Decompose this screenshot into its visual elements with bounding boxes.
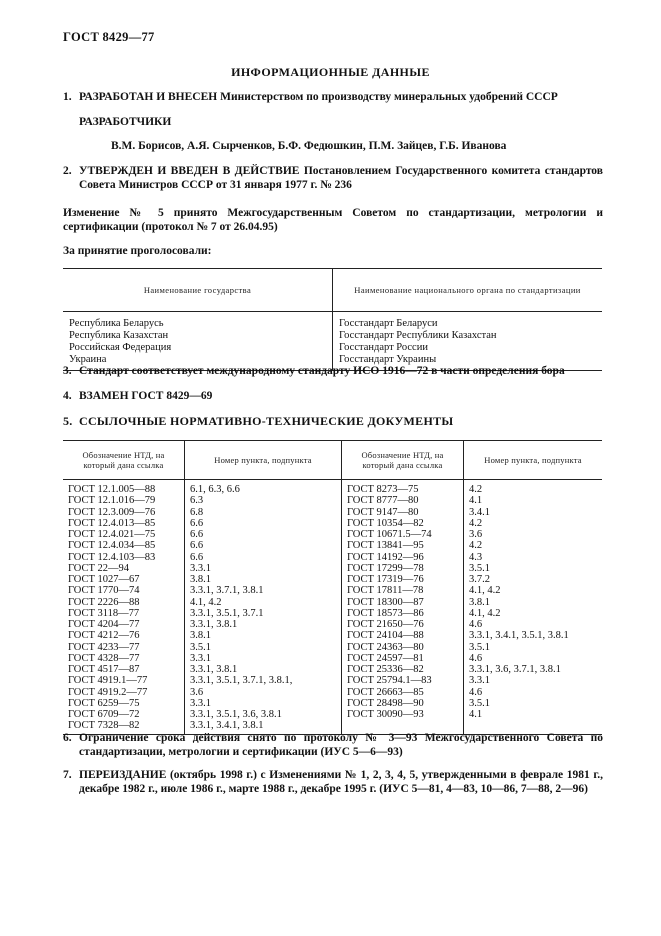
ref-item-numbers: 3.7.2 (469, 574, 490, 585)
ref-header-doc-right: Обозначение НТД, на который дана ссылка (342, 441, 464, 480)
state-name: Украина (69, 354, 107, 365)
change-note: Изменение № 5 принято Межгосударственным Советом по стандартизации, метрологии и сертификации (протокол № 7 от 26.04.95) (63, 207, 603, 233)
ref-doc-code: ГОСТ 4328—77 (68, 652, 140, 664)
ref-doc-code: ГОСТ 4919.1—77 (68, 675, 148, 687)
ref-item-numbers: 3.6 (190, 686, 204, 698)
standards-body-name: Госстандарт России (339, 342, 428, 353)
ref-doc-code: ГОСТ 18573—86 (347, 607, 424, 619)
ref-left-docs (63, 480, 185, 735)
ref-doc-code: ГОСТ 12.1.016—79 (68, 495, 156, 507)
ref-doc-code: ГОСТ 24363—80 (347, 641, 424, 653)
item-2-text: УТВЕРЖДЕН И ВВЕДЕН В ДЕЙСТВИЕ Постановлением Государственного комитета стандартов Совета Министров СССР от 31 января 1977 г. № 236 (79, 165, 603, 191)
item-4-text: ВЗАМЕН ГОСТ 8429—69 (79, 390, 213, 402)
item-3 (63, 364, 603, 378)
ref-doc-code: ГОСТ 12.4.034—85 (68, 540, 156, 552)
item-2-number: 2. (63, 165, 72, 177)
ref-item-numbers: 3.3.1, 3.5.1, 3.7.1 (190, 607, 264, 619)
ref-doc-code: ГОСТ 14192—96 (347, 551, 424, 563)
ref-item-numbers: 4.2 (469, 484, 483, 495)
ref-doc-code: ГОСТ 24597—81 (347, 652, 424, 664)
ref-doc-code: ГОСТ 17319—76 (347, 574, 424, 585)
ref-doc-code: ГОСТ 9147—80 (347, 506, 419, 518)
ref-doc-code: ГОСТ 21650—76 (347, 619, 424, 630)
ref-item-numbers: 3.8.1 (469, 596, 490, 608)
ref-item-numbers: 3.3.1, 3.8.1 (190, 619, 238, 630)
item-7 (63, 768, 603, 796)
ref-doc-code: ГОСТ 10671.5—74 (347, 529, 432, 540)
state-name: Республика Беларусь (69, 318, 164, 329)
developers-list: В.М. Борисов, А.Я. Сырченков, Б.Ф. Федюшкин, П.М. Зайцев, Г.Б. Иванова (111, 140, 507, 152)
ref-doc-code: ГОСТ 28498—90 (347, 697, 424, 709)
item-1-text: РАЗРАБОТАН И ВНЕСЕН Министерством по производству минеральных удобрений СССР (79, 91, 558, 103)
ref-doc-code: ГОСТ 25794.1—83 (347, 675, 432, 687)
ref-doc-code: ГОСТ 4212—76 (68, 630, 140, 642)
ref-doc-code: ГОСТ 2226—88 (68, 596, 140, 608)
ref-header-item-right: Номер пункта, подпункта (464, 441, 603, 480)
state-name: Республика Казахстан (69, 330, 169, 341)
ref-right-items (464, 480, 603, 735)
ref-doc-code: ГОСТ 12.4.103—83 (68, 551, 156, 563)
ref-doc-code: ГОСТ 30090—93 (347, 709, 424, 720)
ref-doc-code: ГОСТ 3118—77 (68, 607, 140, 619)
ref-item-numbers: 4.6 (469, 652, 483, 664)
ref-doc-code: ГОСТ 12.4.021—75 (68, 529, 156, 540)
ref-doc-code: ГОСТ 25336—82 (347, 664, 424, 675)
ref-item-numbers: 4.6 (469, 619, 483, 630)
ref-item-numbers: 4.3 (469, 551, 483, 563)
ref-item-numbers: 3.3.1 (190, 697, 211, 709)
item-6-text: Ограничение срока действия снято по протоколу № 3—93 Межгосударственного Совета по стандартизации, метрологии и сертификации (ИУС 5—6—93) (79, 732, 603, 758)
ref-doc-code: ГОСТ 17811—78 (347, 585, 424, 597)
ref-doc-code: ГОСТ 24104—88 (347, 630, 424, 642)
ref-doc-code: ГОСТ 26663—85 (347, 686, 424, 698)
ref-doc-code: ГОСТ 12.4.013—85 (68, 517, 156, 529)
item-7-number: 7. (63, 769, 72, 781)
ref-item-numbers: 6.6 (190, 517, 204, 529)
ref-doc-code: ГОСТ 13841—95 (347, 540, 424, 552)
item-6 (63, 731, 603, 759)
ref-doc-code: ГОСТ 4919.2—77 (68, 686, 148, 698)
vote-label: За принятие проголосовали: (63, 245, 212, 257)
ref-doc-code: ГОСТ 1027—67 (68, 574, 140, 585)
ref-item-numbers: 3.3.1 (190, 562, 211, 574)
ref-item-numbers: 3.5.1 (469, 697, 490, 709)
ref-doc-code: ГОСТ 4233—77 (68, 641, 140, 653)
item-2 (63, 164, 603, 192)
ref-item-numbers: 6.6 (190, 551, 204, 563)
ref-header-doc-left: Обозначение НТД, на который дана ссылка (63, 441, 185, 480)
ref-item-numbers: 3.6 (469, 529, 483, 540)
ref-item-numbers: 4.6 (469, 686, 483, 698)
page-title: ИНФОРМАЦИОННЫЕ ДАННЫЕ (231, 65, 430, 79)
ref-item-numbers: 3.3.1, 3.6, 3.7.1, 3.8.1 (469, 664, 561, 675)
vote-table (63, 268, 602, 371)
ref-doc-code: ГОСТ 4517—87 (68, 664, 140, 675)
references-table (63, 440, 602, 735)
item-3-text: Стандарт соответствует международному стандарту ИСО 1916—72 в части определения бора (79, 365, 565, 377)
ref-item-numbers: 3.8.1 (190, 574, 211, 585)
ref-doc-code: ГОСТ 8777—80 (347, 495, 419, 507)
ref-item-numbers: 3.5.1 (469, 562, 490, 574)
developers-label: РАЗРАБОТЧИКИ (79, 116, 172, 128)
ref-right-docs (342, 480, 464, 735)
state-name: Российская Федерация (69, 342, 172, 353)
ref-header-item-left: Номер пункта, подпункта (185, 441, 342, 480)
item-5-number: 5. (63, 414, 73, 428)
ref-item-numbers: 4.1, 4.2 (190, 596, 222, 608)
ref-item-numbers: 3.3.1, 3.5.1, 3.7.1, 3.8.1, (190, 675, 293, 687)
ref-item-numbers: 3.5.1 (190, 641, 211, 653)
ref-doc-code: ГОСТ 6709—72 (68, 709, 140, 720)
ref-item-numbers: 6.3 (190, 495, 204, 507)
ref-doc-code: ГОСТ 12.1.005—88 (68, 484, 156, 495)
ref-left-items (185, 480, 342, 735)
ref-doc-code: ГОСТ 6259—75 (68, 697, 140, 709)
ref-item-numbers: 3.4.1 (469, 506, 490, 518)
item-4 (63, 389, 603, 403)
ref-item-numbers: 3.3.1 (190, 652, 211, 664)
item-3-number: 3. (63, 365, 72, 377)
ref-item-numbers: 6.6 (190, 529, 204, 540)
item-4-number: 4. (63, 390, 72, 402)
ref-doc-code: ГОСТ 18300—87 (347, 596, 424, 608)
ref-doc-code: ГОСТ 1770—74 (68, 585, 140, 597)
ref-item-numbers: 3.5.1 (469, 641, 490, 653)
item-6-number: 6. (63, 732, 72, 744)
standards-body-name: Госстандарт Республики Казахстан (339, 330, 497, 341)
ref-doc-code: ГОСТ 12.3.009—76 (68, 506, 156, 518)
standard-code: ГОСТ 8429—77 (63, 30, 155, 44)
vote-table-header-body: Наименование национального органа по стандартизации (333, 269, 603, 312)
ref-item-numbers: 4.1, 4.2 (469, 607, 501, 619)
ref-item-numbers: 3.3.1, 3.4.1, 3.5.1, 3.8.1 (469, 630, 569, 642)
item-1-number: 1. (63, 91, 72, 103)
ref-doc-code: ГОСТ 17299—78 (347, 562, 424, 574)
vote-table-bodies (333, 312, 603, 371)
item-5 (63, 414, 603, 428)
ref-item-numbers: 4.1 (469, 495, 483, 507)
vote-table-header-state: Наименование государства (63, 269, 333, 312)
ref-item-numbers: 3.3.1, 3.4.1, 3.8.1 (190, 720, 264, 732)
ref-item-numbers: 6.1, 6.3, 6.6 (190, 484, 240, 495)
ref-item-numbers: 3.3.1, 3.7.1, 3.8.1 (190, 585, 264, 597)
ref-item-numbers: 4.2 (469, 540, 483, 552)
ref-doc-code: ГОСТ 22—94 (68, 562, 130, 574)
ref-item-numbers: 4.1 (469, 709, 483, 720)
item-7-text: ПЕРЕИЗДАНИЕ (октябрь 1998 г.) с Изменениями № 1, 2, 3, 4, 5, утвержденными в феврале 1981 г., декабре 1982 г., июле 1986 г., марте 1988 г., декабре 1995 г. (ИУС 5—81, 4—83, 10—86, 7—88, 2—96) (79, 769, 603, 795)
item-1 (63, 90, 603, 104)
ref-item-numbers: 3.3.1 (469, 675, 490, 687)
ref-item-numbers: 6.6 (190, 540, 204, 552)
standards-body-name: Госстандарт Беларуси (339, 318, 438, 329)
ref-doc-code: ГОСТ 4204—77 (68, 619, 140, 630)
ref-item-numbers: 4.1, 4.2 (469, 585, 501, 597)
item-5-text: ССЫЛОЧНЫЕ НОРМАТИВНО-ТЕХНИЧЕСКИЕ ДОКУМЕНТЫ (79, 414, 454, 428)
ref-item-numbers: 3.3.1, 3.8.1 (190, 664, 238, 675)
ref-item-numbers: 3.3.1, 3.5.1, 3.6, 3.8.1 (190, 709, 282, 720)
ref-doc-code: ГОСТ 10354—82 (347, 517, 424, 529)
ref-item-numbers: 3.8.1 (190, 630, 211, 642)
ref-doc-code: ГОСТ 8273—75 (347, 484, 419, 495)
ref-doc-code: ГОСТ 7328—82 (68, 720, 140, 732)
ref-item-numbers: 4.2 (469, 517, 483, 529)
standards-body-name: Госстандарт Украины (339, 354, 437, 365)
vote-table-states (63, 312, 333, 371)
ref-item-numbers: 6.8 (190, 506, 204, 518)
